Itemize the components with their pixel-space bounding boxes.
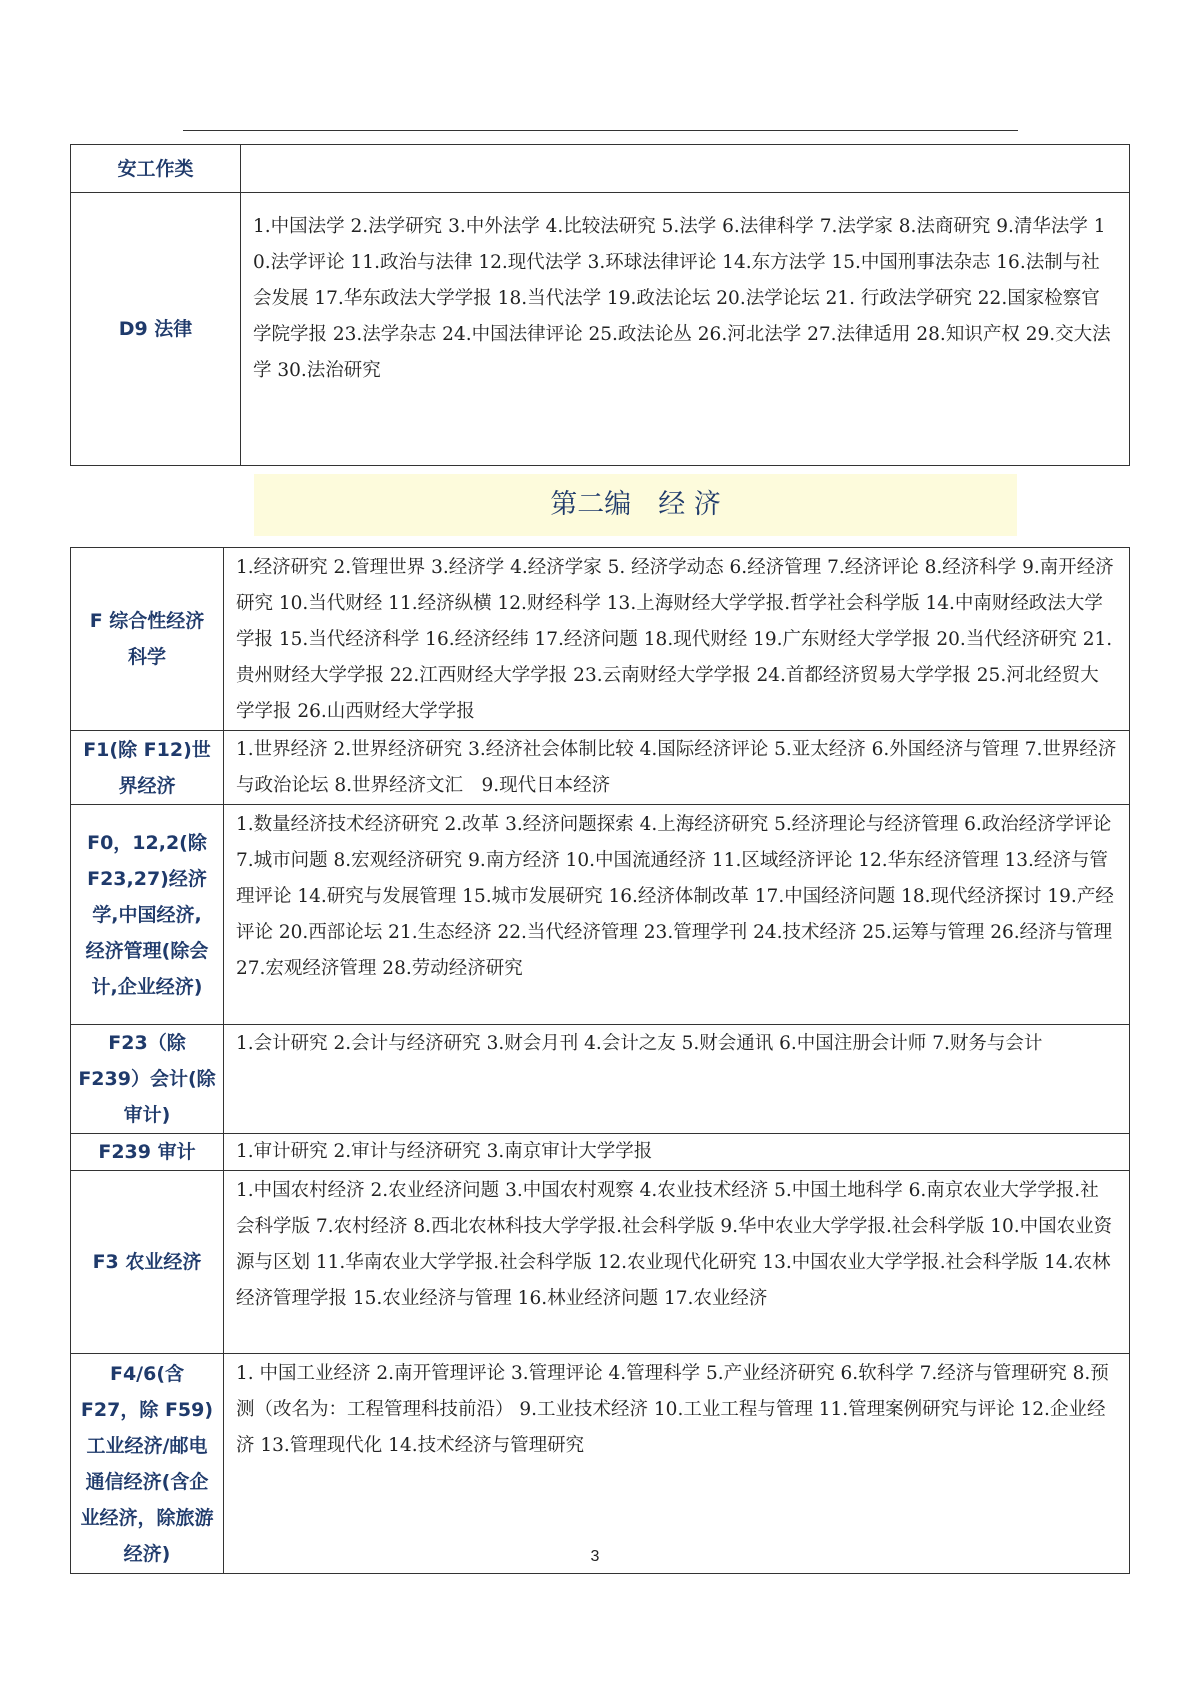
table-row [71, 548, 1130, 731]
category-cell: F3 农业经济 [71, 1171, 224, 1354]
table-row [71, 193, 1130, 466]
table-row [71, 1025, 1130, 1134]
journal-list-cell: 1. 中国工业经济 2.南开管理评论 3.管理评论 4.管理科学 5.产业经济研究 6.软科学 7.经济与管理研究 8.预测（改名为：工程管理科技前沿） 9.工业技术经济 10.工业工程与管理 11.管理案例研究与评论 12.企业经济 13.管理现代化 14.技术经济与管理研究 [224, 1354, 1130, 1574]
category-cell: F 综合性经济科学 [71, 548, 224, 731]
category-cell: F23（除 F239）会计(除审计) [71, 1025, 224, 1134]
table-row [71, 731, 1130, 805]
table-row [71, 145, 1130, 193]
category-cell: F4/6(含 F27，除 F59)工业经济/邮电通信经济(含企业经济，除旅游经济) [71, 1354, 224, 1574]
category-cell: D9 法律 [71, 193, 241, 466]
law-journal-table [70, 144, 1130, 466]
header-rule [183, 130, 1018, 131]
category-cell: F1(除 F12)世界经济 [71, 731, 224, 805]
table-row [71, 1354, 1130, 1574]
journal-list-cell: 1.中国法学 2.法学研究 3.中外法学 4.比较法研究 5.法学 6.法律科学 7.法学家 8.法商研究 9.清华法学 10.法学评论 11.政治与法律 12.现代法学 3.环球法律评论 14.东方法学 15.中国刑事法杂志 16.法制与社会发展 17.华东政法大学学报 18.当代法学 19.政法论坛 20.法学论坛 21. 行政法学研究 22.国家检察官学院学报 23.法学杂志 24.中国法律评论 25.政法论丛 26.河北法学 27.法律适用 28.知识产权 29.交大法学 30.法治研究 [241, 193, 1130, 466]
economics-journal-table [70, 547, 1130, 1574]
category-cell: F239 审计 [71, 1134, 224, 1171]
journal-list-cell: 1.会计研究 2.会计与经济研究 3.财会月刊 4.会计之友 5.财会通讯 6.中国注册会计师 7.财务与会计 [224, 1025, 1130, 1134]
journal-list-cell: 1.数量经济技术经济研究 2.改革 3.经济问题探索 4.上海经济研究 5.经济理论与经济管理 6.政治经济学评论 7.城市问题 8.宏观经济研究 9.南方经济 10.中国流通经济 11.区域经济评论 12.华东经济管理 13.经济与管理评论 14.研究与发展管理 15.城市发展研究 16.经济体制改革 17.中国经济问题 18.现代经济探讨 19.产经评论 20.西部论坛 21.生态经济 22.当代经济管理 23.管理学刊 24.技术经济 25.运筹与管理 26.经济与管理 27.宏观经济管理 28.劳动经济研究 [224, 805, 1130, 1025]
category-cell: 安工作类 [71, 145, 241, 193]
journal-list-cell: 1.审计研究 2.审计与经济研究 3.南京审计大学学报 [224, 1134, 1130, 1171]
table-row [71, 1171, 1130, 1354]
journal-list-cell: 1.世界经济 2.世界经济研究 3.经济社会体制比较 4.国际经济评论 5.亚太经济 6.外国经济与管理 7.世界经济与政治论坛 8.世界经济文汇 9.现代日本经济 [224, 731, 1130, 805]
journal-list-cell [241, 145, 1130, 193]
table-row [71, 805, 1130, 1025]
section-title: 第二编 经 济 [254, 474, 1017, 536]
category-cell: F0，12,2(除 F23,27)经济学,中国经济,经济管理(除会计,企业经济) [71, 805, 224, 1025]
journal-list-cell: 1.中国农村经济 2.农业经济问题 3.中国农村观察 4.农业技术经济 5.中国土地科学 6.南京农业大学学报.社会科学版 7.农村经济 8.西北农林科技大学学报.社会科学版 9.华中农业大学学报.社会科学版 10.中国农业资源与区划 11.华南农业大学学报.社会科学版 12.农业现代化研究 13.中国农业大学学报.社会科学版 14.农林经济管理学报 15.农业经济与管理 16.林业经济问题 17.农业经济 [224, 1171, 1130, 1354]
page-number: 3 [590, 1548, 600, 1565]
table-row [71, 1134, 1130, 1171]
journal-list-cell: 1.经济研究 2.管理世界 3.经济学 4.经济学家 5. 经济学动态 6.经济管理 7.经济评论 8.经济科学 9.南开经济研究 10.当代财经 11.经济纵横 12.财经科学 13.上海财经大学学报.哲学社会科学版 14.中南财经政法大学学报 15.当代经济科学 16.经济经纬 17.经济问题 18.现代财经 19.广东财经大学学报 20.当代经济研究 21.贵州财经大学学报 22.江西财经大学学报 23.云南财经大学学报 24.首都经济贸易大学学报 25.河北经贸大学学报 26.山西财经大学学报 [224, 548, 1130, 731]
